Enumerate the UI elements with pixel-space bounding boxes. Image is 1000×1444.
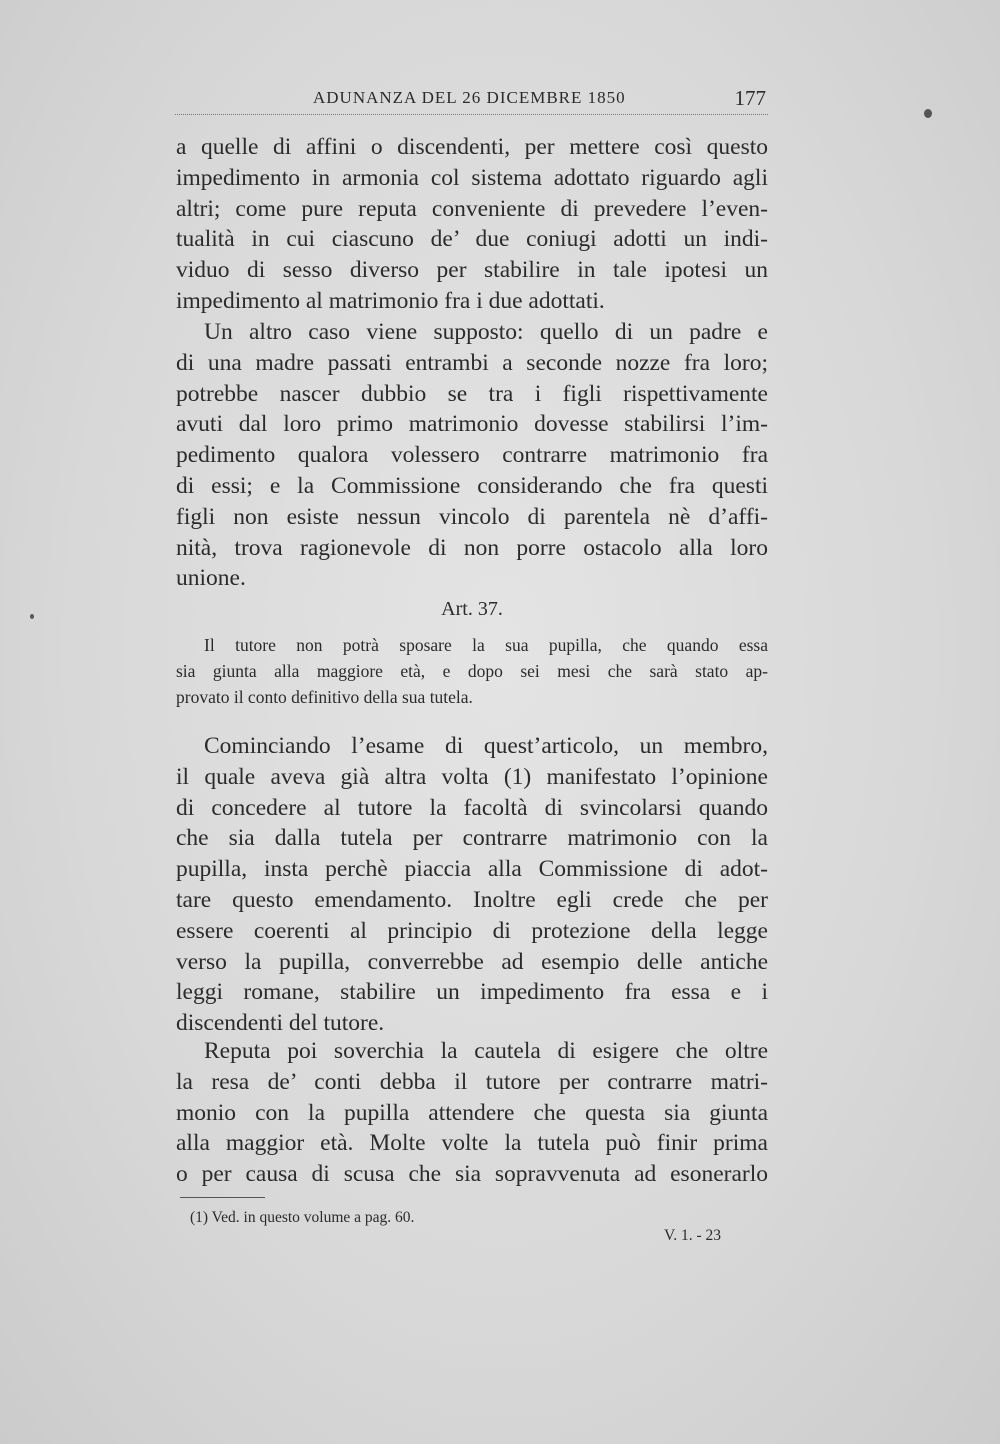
text-line: unione.: [176, 565, 246, 592]
article-text: [176, 632, 768, 710]
ink-speck: [924, 109, 932, 118]
text-line: altri; come pure reputa conveniente di prevedere l’even-: [176, 195, 768, 222]
text-line: il quale aveva già altra volta (1) manifestato l’opinione: [176, 763, 768, 790]
text-line: potrebbe nascer dubbio se tra i figli rispettivamente: [176, 380, 768, 407]
text-line: Reputa poi soverchia la cautela di esigere che oltre: [204, 1038, 768, 1064]
text-line: monio con la pupilla attendere che questa sia giunta: [176, 1099, 768, 1126]
paragraph-3: [176, 731, 768, 1039]
page-header: [175, 84, 768, 115]
text-line: di una madre passati entrambi a seconde nozze fra loro;: [176, 349, 768, 376]
text-line: viduo di sesso diverso per stabilire in tale ipotesi un: [176, 257, 768, 284]
text-line: Un altro caso viene supposto: quello di un padre e: [204, 319, 768, 345]
text-line: di concedere al tutore la facoltà di svincolarsi quando: [176, 794, 768, 821]
text-line: verso la pupilla, converrebbe ad esempio delle antiche: [176, 948, 768, 975]
footnote-divider: [180, 1197, 265, 1198]
text-line: impedimento in armonia col sistema adottato riguardo agli: [176, 164, 768, 191]
article-line: Il tutore non potrà sposare la sua pupilla, che quando essa: [204, 635, 768, 655]
footnote: (1) Ved. in questo volume a pag. 60.: [190, 1209, 415, 1226]
text-line: essere coerenti al principio di protezione della legge: [176, 917, 768, 944]
text-line: pedimento qualora volessero contrarre matrimonio fra: [176, 442, 768, 469]
text-line: discendenti del tutore.: [176, 1010, 385, 1037]
text-line: la resa de’ conti debba il tutore per contrarre matri-: [176, 1068, 768, 1095]
article-line: sia giunta alla maggiore età, e dopo sei mesi che sarà stato ap-: [176, 661, 768, 681]
text-line: Cominciando l’esame di quest’articolo, un membro,: [204, 733, 768, 759]
text-line: nità, trova ragionevole di non porre ostacolo alla loro: [176, 534, 768, 561]
article-line: provato il conto definitivo della sua tutela.: [176, 687, 473, 707]
text-line: di essi; e la Commissione considerando che fra questi: [176, 472, 768, 499]
article-heading: Art. 37.: [441, 598, 503, 620]
text-line: pupilla, insta perchè piaccia alla Commissione di adot-: [176, 856, 768, 883]
printer-signature: V. 1. - 23: [664, 1227, 721, 1244]
paragraph-1: [176, 132, 768, 317]
text-line: o per causa di scusa che sia sopravvenuta ad esonerarlo: [176, 1161, 768, 1188]
text-line: tualità in cui ciascuno de’ due coniugi adotti un indi-: [176, 226, 768, 253]
text-line: impedimento al matrimonio fra i due adottati.: [176, 287, 605, 314]
running-title: ADUNANZA DEL 26 DICEMBRE 1850: [313, 88, 626, 107]
text-line: che sia dalla tutela per contrarre matrimonio con la: [176, 825, 768, 852]
text-line: tare questo emendamento. Inoltre egli crede che per: [176, 886, 768, 913]
text-line: a quelle di affini o discendenti, per mettere così questo: [176, 134, 768, 160]
ink-speck: [30, 614, 34, 619]
paragraph-2: [176, 317, 768, 594]
page-number: 177: [734, 86, 766, 110]
text-line: alla maggior età. Molte volte la tutela può finir prima: [176, 1130, 768, 1157]
paragraph-4: [176, 1036, 768, 1190]
text-line: figli non esiste nessun vincolo di parentela nè d’affi-: [176, 503, 768, 530]
text-line: avuti dal loro primo matrimonio dovesse stabilirsi l’im-: [176, 411, 768, 438]
text-line: leggi romane, stabilire un impedimento fra essa e i: [176, 979, 768, 1006]
